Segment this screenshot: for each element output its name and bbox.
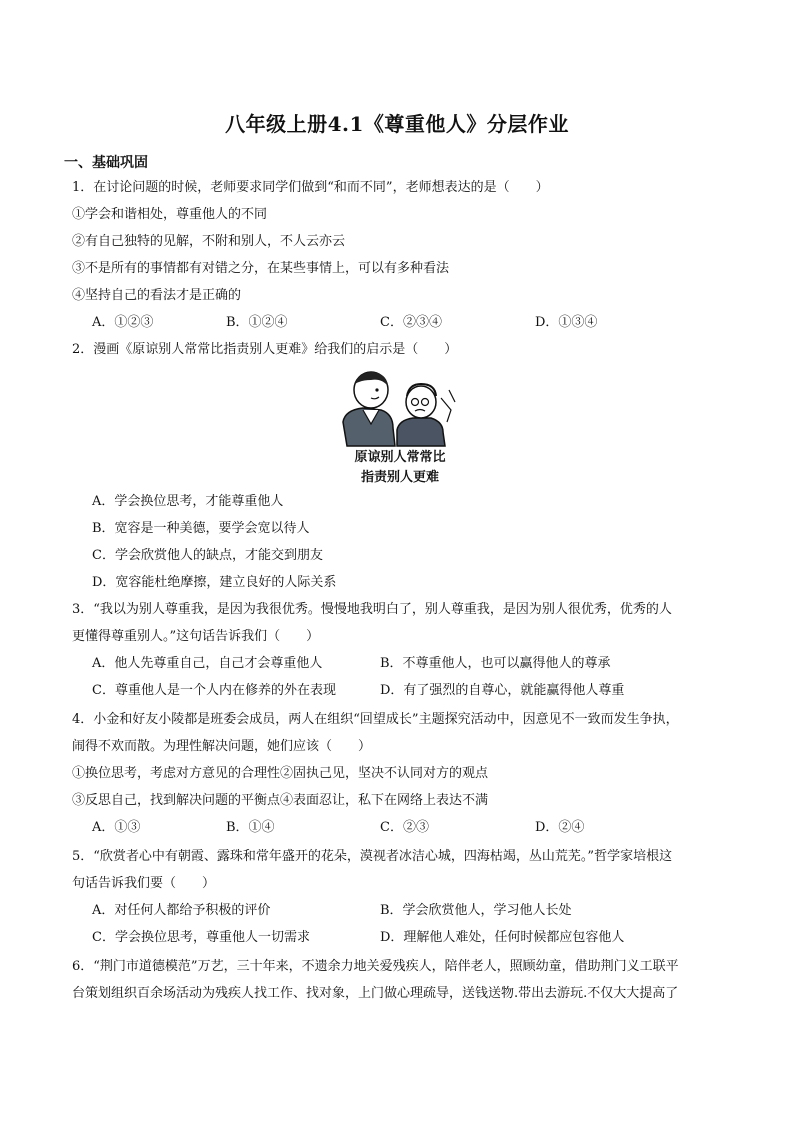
option-c: C．学会欣赏他人的缺点，才能交到朋友 xyxy=(92,548,323,563)
cartoon-caption-line: 指责别人更难 xyxy=(360,470,439,485)
option-d: D．有了强烈的自尊心，就能赢得他人尊重 xyxy=(380,683,625,698)
question-stem-continued: 台策划组织百余场活动为残疾人找工作、找对象，上门做心理疏导，送钱送物.带出去游玩.不仅大大提高了 xyxy=(72,986,679,1001)
question-stem-continued: 闹得不欢而散。为理性解决问题，她们应该（ ） xyxy=(72,739,372,754)
statement-item: ①学会和谐相处，尊重他人的不同 xyxy=(72,207,268,222)
option-c: C．②③ xyxy=(380,820,429,835)
option-b: B．①④ xyxy=(226,820,275,835)
option-a: A．学会换位思考，才能尊重他人 xyxy=(92,494,284,509)
option-a: A．他人先尊重自己，自己才会尊重他人 xyxy=(92,656,323,671)
section-heading: 一、基础巩固 xyxy=(64,155,148,171)
option-b: B．学会欣赏他人，学习他人长处 xyxy=(380,903,572,918)
option-d: D．理解他人难处，任何时候都应包容他人 xyxy=(380,930,625,945)
option-d: D．②④ xyxy=(535,820,585,835)
option-d: D．宽容能杜绝摩擦，建立良好的人际关系 xyxy=(92,575,337,590)
option-c: C．②③④ xyxy=(380,315,442,330)
question-stem-continued: 更懂得尊重别人。”这句话告诉我们（ ） xyxy=(72,629,320,644)
option-b: B．宽容是一种美德，要学会宽以待人 xyxy=(92,521,310,536)
statement-item: ②有自己独特的见解，不附和别人，不人云亦云 xyxy=(72,234,346,249)
question-stem-continued: 句话告诉我们要（ ） xyxy=(72,876,216,891)
question-stem: 2．漫画《原谅别人常常比指责别人更难》给我们的启示是（ ） xyxy=(72,342,458,357)
option-c: C．学会换位思考，尊重他人一切需求 xyxy=(92,930,310,945)
statement-item: ①换位思考，考虑对方意见的合理性②固执己见，坚决不认同对方的观点 xyxy=(72,766,489,781)
question-stem: 3．“我以为别人尊重我，是因为我很优秀。慢慢地我明白了，别人尊重我，是因为别人很优秀，优秀的人 xyxy=(72,602,672,617)
option-c: C．尊重他人是一个人内在修养的外在表现 xyxy=(92,683,336,698)
question-stem: 4．小金和好友小陵都是班委会成员，两人在组织“回望成长”主题探究活动中，因意见不一致而发生争执， xyxy=(72,712,679,727)
cartoon-illustration xyxy=(337,370,463,448)
option-b: B．不尊重他人，也可以赢得他人的尊承 xyxy=(380,656,611,671)
option-b: B．①②④ xyxy=(226,315,288,330)
statement-item: ③不是所有的事情都有对错之分，在某些事情上，可以有多种看法 xyxy=(72,261,450,276)
option-a: A．①②③ xyxy=(92,315,154,330)
option-d: D．①③④ xyxy=(535,315,598,330)
option-a: A．对任何人都给予积极的评价 xyxy=(92,903,271,918)
option-a: A．①③ xyxy=(92,820,141,835)
statement-item: ③反思自己，找到解决问题的平衡点④表面忍让，私下在网络上表达不满 xyxy=(72,793,489,808)
statement-item: ④坚持自己的看法才是正确的 xyxy=(72,288,242,303)
cartoon-caption-line: 原谅别人常常比 xyxy=(354,450,446,465)
question-stem: 6．“荆门市道德模范”万艺，三十年来，不遗余力地关爱残疾人，陪伴老人，照顾幼童，借助荆门义工联平 xyxy=(72,959,679,974)
question-stem: 1．在讨论问题的时候，老师要求同学们做到“和而不同”，老师想表达的是（ ） xyxy=(72,180,549,195)
page-title: 八年级上册4.1《尊重他人》分层作业 xyxy=(225,112,569,136)
question-stem: 5．“欣赏者心中有朝霞、露珠和常年盛开的花朵，漠视者冰洁心城，四海枯竭，丛山荒芜。”哲学家培根这 xyxy=(72,849,673,864)
